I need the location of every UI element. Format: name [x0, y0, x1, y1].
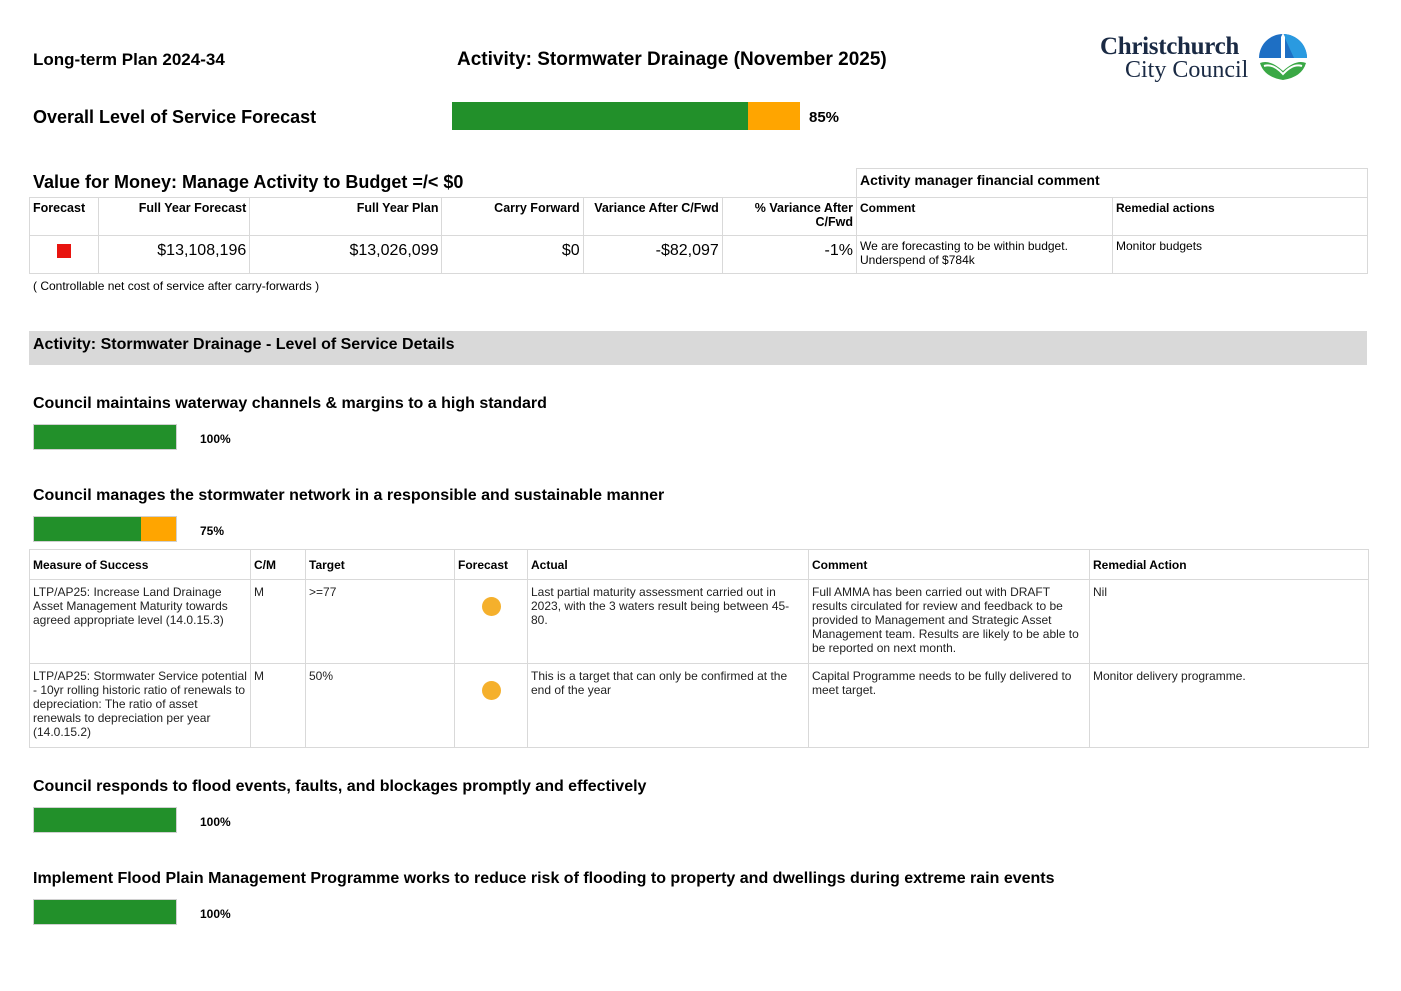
- vfm-title: Value for Money: Manage Activity to Budget =/< $0: [33, 172, 464, 192]
- cost-note: ( Controllable net cost of service after carry-forwards ): [33, 279, 320, 293]
- manager-comment-header: Activity manager financial comment: [857, 169, 1368, 198]
- progress-green-segment: [452, 102, 748, 130]
- col-remedial: Remedial Action: [1090, 550, 1369, 580]
- table-row: [30, 664, 1369, 748]
- remedial-header: Remedial actions: [1113, 198, 1368, 236]
- comment-header: Comment: [857, 198, 1113, 236]
- col-full-year-plan: Full Year Plan: [250, 198, 442, 236]
- los-section-title: Activity: Stormwater Drainage - Level of Service Details: [33, 336, 455, 353]
- manager-comment-text: We are forecasting to be within budget. Underspend of $784k: [857, 236, 1113, 274]
- los-percent: 100%: [200, 432, 231, 446]
- financial-table: [29, 197, 857, 274]
- los-section-header: [29, 331, 1367, 365]
- los-details-table: [29, 549, 1369, 748]
- logo-line2: City Council: [1125, 57, 1249, 83]
- los-item-title: Implement Flood Plain Management Programme works to reduce risk of flooding to property and dwellings during extreme rain events: [33, 870, 1055, 887]
- amber-status-icon: [482, 681, 501, 700]
- col-target: Target: [306, 550, 455, 580]
- forecast-cell: [455, 580, 528, 664]
- col-measure: Measure of Success: [30, 550, 251, 580]
- forecast-cell: [455, 664, 528, 748]
- col-variance-after: Variance After C/Fwd: [583, 198, 722, 236]
- manager-remedial-text: Monitor budgets: [1113, 236, 1368, 274]
- los-item-title: Council manages the stormwater network in a responsible and sustainable manner: [33, 487, 665, 504]
- comment-cell: Full AMMA has been carried out with DRAFT results circulated for review and feedback to be provided to Management and Strategic Asset Management team. Results are likely to be able to be reported on next month.: [809, 580, 1090, 664]
- col-full-year-forecast: Full Year Forecast: [99, 198, 250, 236]
- red-status-icon: [57, 244, 71, 258]
- full-year-plan-value: $13,026,099: [250, 236, 442, 274]
- los-progress-bar: [33, 424, 177, 450]
- remedial-cell: Nil: [1090, 580, 1369, 664]
- measure-cell: LTP/AP25: Stormwater Service potential - 10yr rolling historic ratio of renewals to depreciation: The ratio of asset renewals to depreciation per year (14.0.15.2): [30, 664, 251, 748]
- remedial-cell: Monitor delivery programme.: [1090, 664, 1369, 748]
- col-forecast: Forecast: [30, 198, 99, 236]
- los-progress-bar: [33, 899, 177, 925]
- target-cell: >=77: [306, 580, 455, 664]
- table-row: [30, 580, 1369, 664]
- plan-title: Long-term Plan 2024-34: [33, 50, 225, 69]
- council-logo: [1100, 33, 1310, 85]
- logo-line1: Christchurch: [1100, 33, 1240, 60]
- measure-cell: LTP/AP25: Increase Land Drainage Asset Management Maturity towards agreed appropriate level (14.0.15.3): [30, 580, 251, 664]
- overall-percent: 85%: [809, 109, 840, 126]
- col-cm: C/M: [251, 550, 306, 580]
- los-item-title: Council maintains waterway channels & margins to a high standard: [33, 395, 547, 412]
- col-forecast: Forecast: [455, 550, 528, 580]
- progress-green-segment: [34, 425, 176, 449]
- progress-amber-segment: [748, 102, 800, 130]
- comment-cell: Capital Programme needs to be fully delivered to meet target.: [809, 664, 1090, 748]
- los-percent: 100%: [200, 907, 231, 921]
- overall-progress-bar: [452, 102, 800, 130]
- cathedral-logo-icon: [1258, 33, 1308, 83]
- progress-green-segment: [34, 517, 141, 541]
- actual-cell: Last partial maturity assessment carried out in 2023, with the 3 waters result being between 45-80.: [528, 580, 809, 664]
- forecast-status-cell: [30, 236, 99, 274]
- los-progress-bar: [33, 807, 177, 833]
- cm-cell: M: [251, 580, 306, 664]
- progress-amber-segment: [141, 517, 177, 541]
- activity-title: Activity: Stormwater Drainage (November 2025): [457, 49, 887, 70]
- full-year-forecast-value: $13,108,196: [99, 236, 250, 274]
- target-cell: 50%: [306, 664, 455, 748]
- progress-green-segment: [34, 808, 176, 832]
- amber-status-icon: [482, 597, 501, 616]
- progress-green-segment: [34, 900, 176, 924]
- cm-cell: M: [251, 664, 306, 748]
- carry-forward-value: $0: [442, 236, 583, 274]
- pct-variance-after-value: -1%: [722, 236, 856, 274]
- variance-after-value: -$82,097: [583, 236, 722, 274]
- actual-cell: This is a target that can only be confirmed at the end of the year: [528, 664, 809, 748]
- los-item-title: Council responds to flood events, faults, and blockages promptly and effectively: [33, 778, 647, 795]
- col-pct-variance-after: % Variance After C/Fwd: [722, 198, 856, 236]
- manager-comment-table: [856, 168, 1368, 274]
- overall-los-label: Overall Level of Service Forecast: [33, 107, 317, 127]
- los-percent: 100%: [200, 815, 231, 829]
- col-actual: Actual: [528, 550, 809, 580]
- los-percent: 75%: [200, 524, 225, 538]
- col-carry-forward: Carry Forward: [442, 198, 583, 236]
- los-progress-bar: [33, 516, 177, 542]
- col-comment: Comment: [809, 550, 1090, 580]
